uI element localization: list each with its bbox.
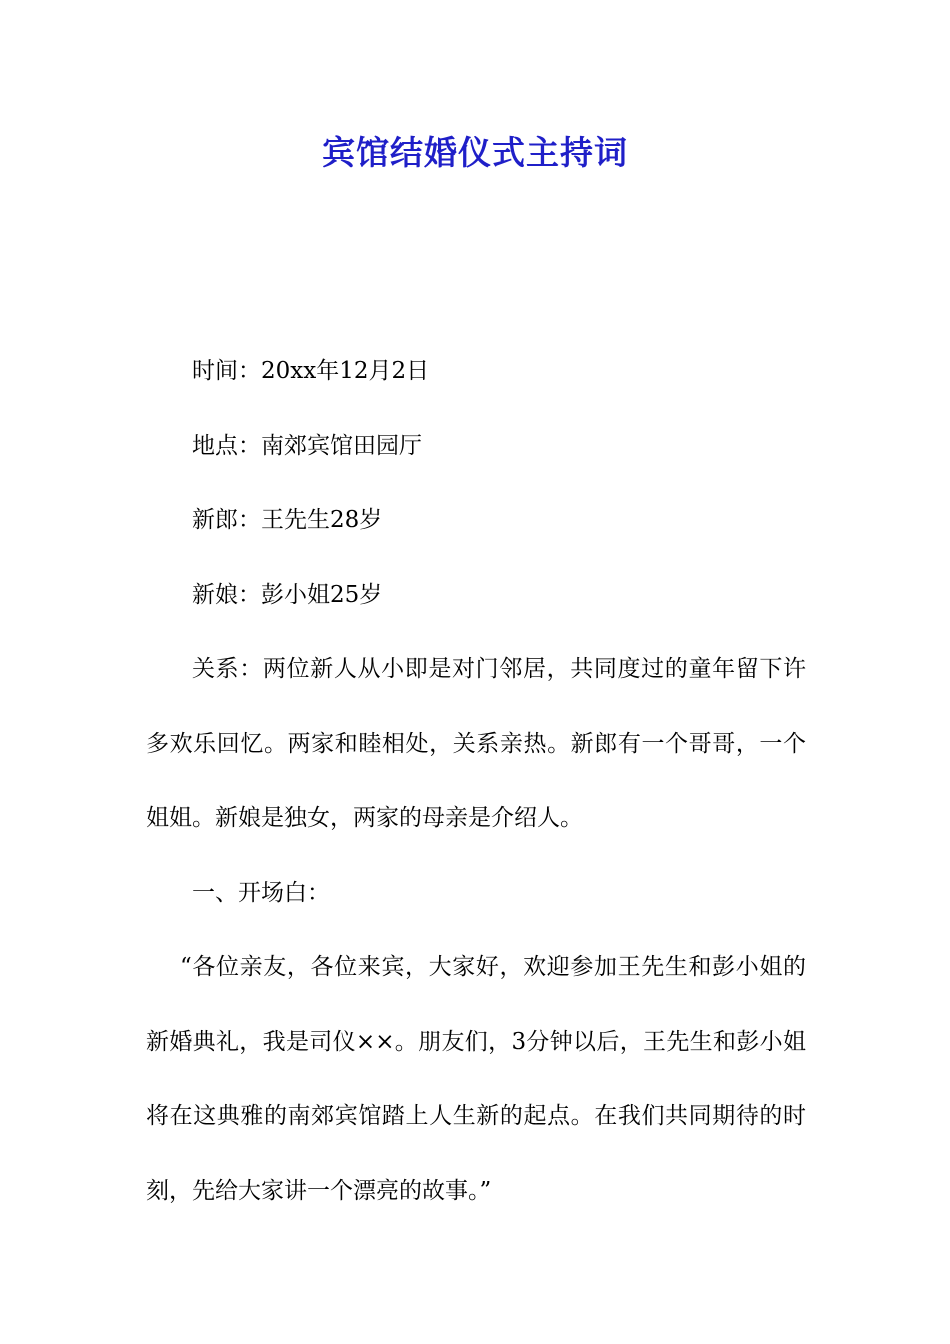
document-title: 宾馆结婚仪式主持词 [322, 133, 628, 172]
paragraph-time: 时间：20xx年12月2日 [192, 358, 430, 384]
paragraph-relationship: 关系：两位新人从小即是对门邻居，共同度过的童年留下许多欢乐回忆。两家和睦相处，关系亲热。新郎有一个哥哥，一个姐姐。新娘是独女，两家的母亲是介绍人。 [146, 656, 806, 831]
document-body [146, 334, 806, 1228]
section-heading-opening: 一、开场白： [192, 879, 330, 906]
paragraph-opening-speech: “各位亲友，各位来宾，大家好，欢迎参加王先生和彭小姐的新婚典礼，我是司仪××。朋友们，3分钟以后，王先生和彭小姐将在这典雅的南郊宾馆踏上人生新的起点。在我们共同期待的时刻，先给大家讲一个漂亮的故事。” [146, 954, 806, 1204]
paragraph-bride: 新娘：彭小姐25岁 [192, 581, 383, 608]
paragraph-groom: 新郎：王先生28岁 [192, 507, 383, 533]
paragraph-location: 地点：南郊宾馆田园厅 [192, 432, 422, 459]
